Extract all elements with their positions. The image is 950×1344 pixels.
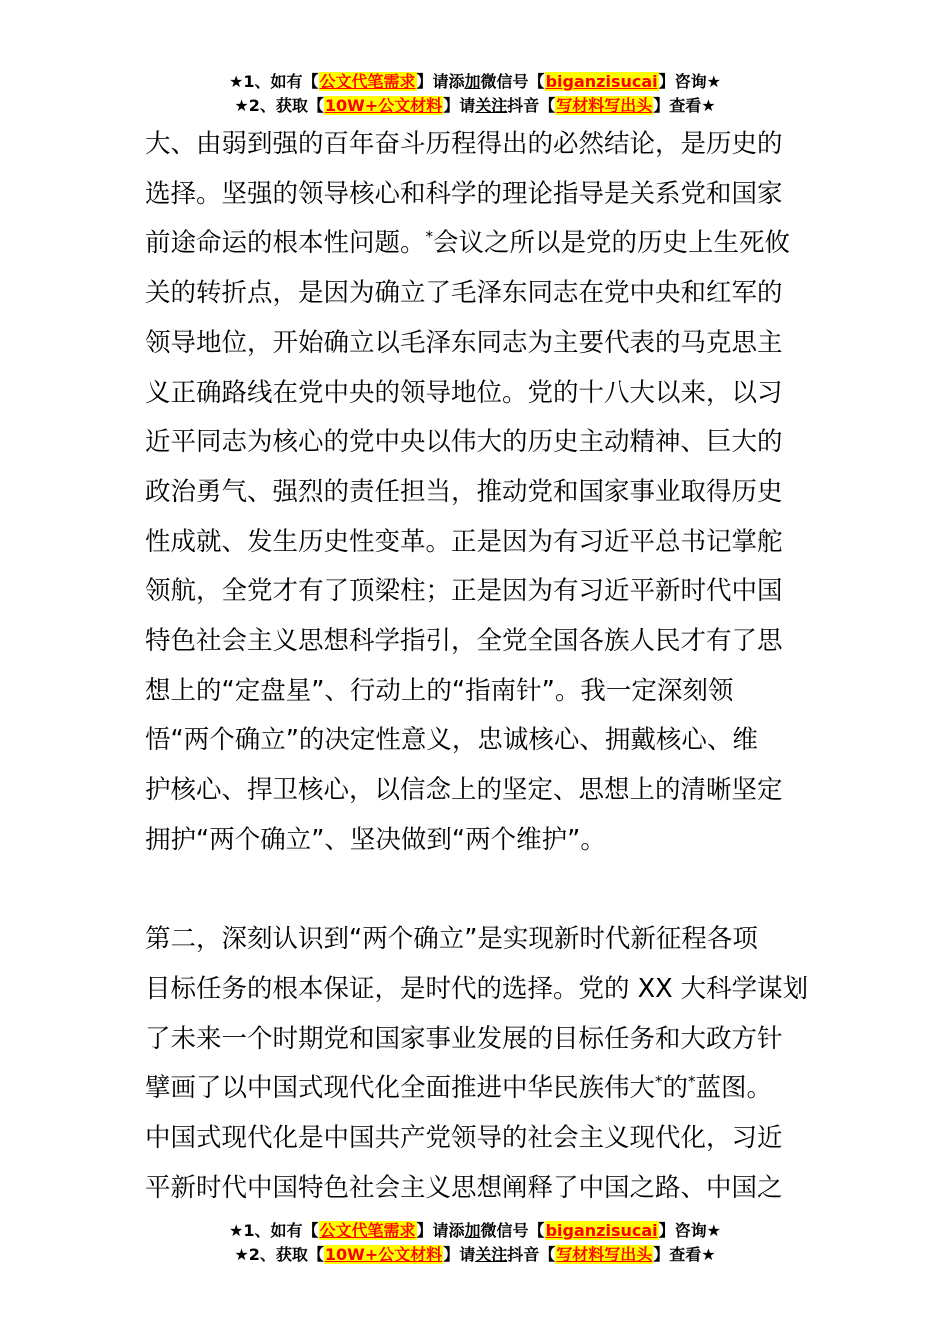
paragraph-2: 第二，深刻认识到“两个确立”是实现新时代新征程各项 目标任务的根本保证，是时代的选择。党的 XX 大科学谋划 了未来一个时期党和国家事业发展的目标任务和大政方针 擘画了以中国式现代化全面推进中华民族伟大*的*蓝图。 中国式现代化是中国共产党领导的社会主义现代化，习近 平新时代中国特色社会主义思想阐释了中国之路、中国之: [145, 924, 809, 1203]
paragraph-1: 大、由弱到强的百年奋斗历程得出的必然结论，是历史的 选择。坚强的领导核心和科学的理论指导是关系党和国家 前途命运的根本性问题。*会议之所以是党的历史上生死攸 关的转折点，是因为确立了毛泽东同志在党中央和红军的 领导地位，开始确立以毛泽东同志为主要代表的马克思主 义正确路线在党中央的领导地位。党的十八大以来，以习 近平同志为核心的党中央以伟大的历史主动精神、巨大的 政治勇气、强烈的责任担当，推动党和国家事业取得历史 性成就、发生历史性变革。正是因为有习近平总书记掌舵 领航，全党才有了顶梁柱；正是因为有习近平新时代中国 特色社会主义思想科学指引，全党全国各族人民才有了思 想上的“定盘星”、行动上的“指南针”。我一定深刻领 悟“两个确立”的决定性意义，忠诚核心、拥戴核心、维 护核心、捍卫核心，以信念上的坚定、思想上的清晰坚定 拥护“两个确立”、坚决做到“两个维护”。: [145, 129, 791, 855]
banner-line-2: ★2、获取【10W+公文材料】请关注抖音【写材料写出头】查看★: [234, 96, 716, 115]
service-highlight: 公文代笔需求: [319, 72, 416, 91]
banner-line-1: ★1、如有【公文代笔需求】请添加微信号【biganzisucai】咨询★: [229, 72, 721, 91]
douyin-account: 写材料写出头: [556, 96, 653, 115]
wechat-id: biganzisucai: [545, 72, 658, 91]
asterisk-mark: *: [655, 1072, 663, 1091]
service-highlight: 公文代笔需求: [319, 1221, 416, 1240]
banner-line-1: ★1、如有【公文代笔需求】请添加微信号【biganzisucai】咨询★: [229, 1221, 721, 1240]
asterisk-mark: *: [425, 227, 434, 246]
footer-banner: [0, 1219, 950, 1267]
header-banner: [0, 70, 950, 118]
document-body: [145, 120, 810, 1213]
paragraph-gap: [145, 866, 810, 916]
douyin-account: 写材料写出头: [556, 1245, 653, 1264]
banner-line-2: ★2、获取【10W+公文材料】请关注抖音【写材料写出头】查看★: [234, 1245, 716, 1264]
materials-highlight: 10W+公文材料: [324, 96, 443, 115]
asterisk-mark: *: [688, 1072, 696, 1091]
materials-highlight: 10W+公文材料: [324, 1245, 443, 1264]
wechat-id: biganzisucai: [545, 1221, 658, 1240]
